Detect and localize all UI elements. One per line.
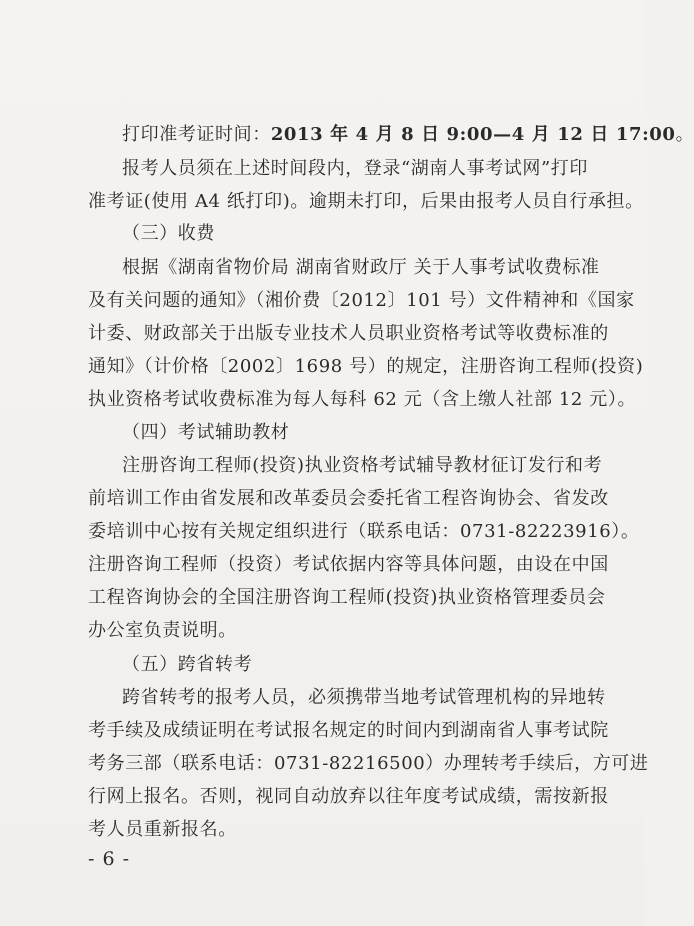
paragraph-line: 工程咨询协会的全国注册咨询工程师(投资)执业资格管理委员会 — [88, 587, 606, 608]
paragraph-line: 注册咨询工程师（投资）考试依据内容等具体问题，由设在中国 — [88, 554, 609, 575]
print-time-prefix: 打印准考证时间： — [122, 124, 271, 145]
print-time-line — [122, 123, 694, 147]
section-heading-fees: （三）收费 — [122, 223, 215, 244]
paragraph-line: 考人员重新报名。 — [88, 819, 237, 840]
paragraph-line: 计委、财政部关于出版专业技术人员职业资格考试等收费标准的 — [88, 323, 609, 344]
paragraph-line: 执业资格考试收费标准为每人每科 62 元（含上缴人社部 12 元）。 — [88, 389, 637, 410]
print-time-range: 2013 年 4 月 8 日 9:00—4 月 12 日 17:00 — [270, 124, 676, 145]
paragraph-line: 前培训工作由省发展和改革委员会委托省工程咨询协会、省发改 — [88, 488, 609, 509]
section-heading-materials: （四）考试辅助教材 — [122, 422, 290, 443]
print-time-suffix: 。 — [675, 124, 694, 145]
paragraph-line: 报考人员须在上述时间段内，登录“湖南人事考试网”打印 — [122, 158, 589, 179]
paragraph-line: 办公室负责说明。 — [88, 620, 237, 641]
paragraph-line: 注册咨询工程师(投资)执业资格考试辅导教材征订发行和考 — [122, 455, 603, 476]
paragraph-line: 考务三部（联系电话：0731-82216500）办理转考手续后，方可进 — [88, 753, 649, 774]
paragraph-line: 准考证(使用 A4 纸打印)。逾期未打印，后果由报考人员自行承担。 — [88, 191, 644, 212]
section-heading-transfer: （五）跨省转考 — [122, 654, 253, 675]
paragraph-line: 跨省转考的报考人员，必须携带当地考试管理机构的异地转 — [122, 687, 606, 708]
page-number: - 6 - — [88, 848, 131, 870]
paragraph-line: 及有关问题的通知》（湘价费〔2012〕101 号）文件精神和《国家 — [88, 290, 635, 311]
paragraph-line: 根据《湖南省物价局 湖南省财政厅 关于人事考试收费标准 — [122, 257, 600, 278]
paragraph-line: 行网上报名。否则，视同自动放弃以往年度考试成绩，需按新报 — [88, 786, 609, 807]
paragraph-line: 考手续及成绩证明在考试报名规定的时间内到湖南省人事考试院 — [88, 720, 609, 741]
paragraph-line: 通知》（计价格〔2002〕1698 号）的规定，注册咨询工程师(投资) — [88, 356, 644, 377]
paragraph-line: 委培训中心按有关规定组织进行（联系电话：0731-82223916）。 — [88, 521, 640, 542]
